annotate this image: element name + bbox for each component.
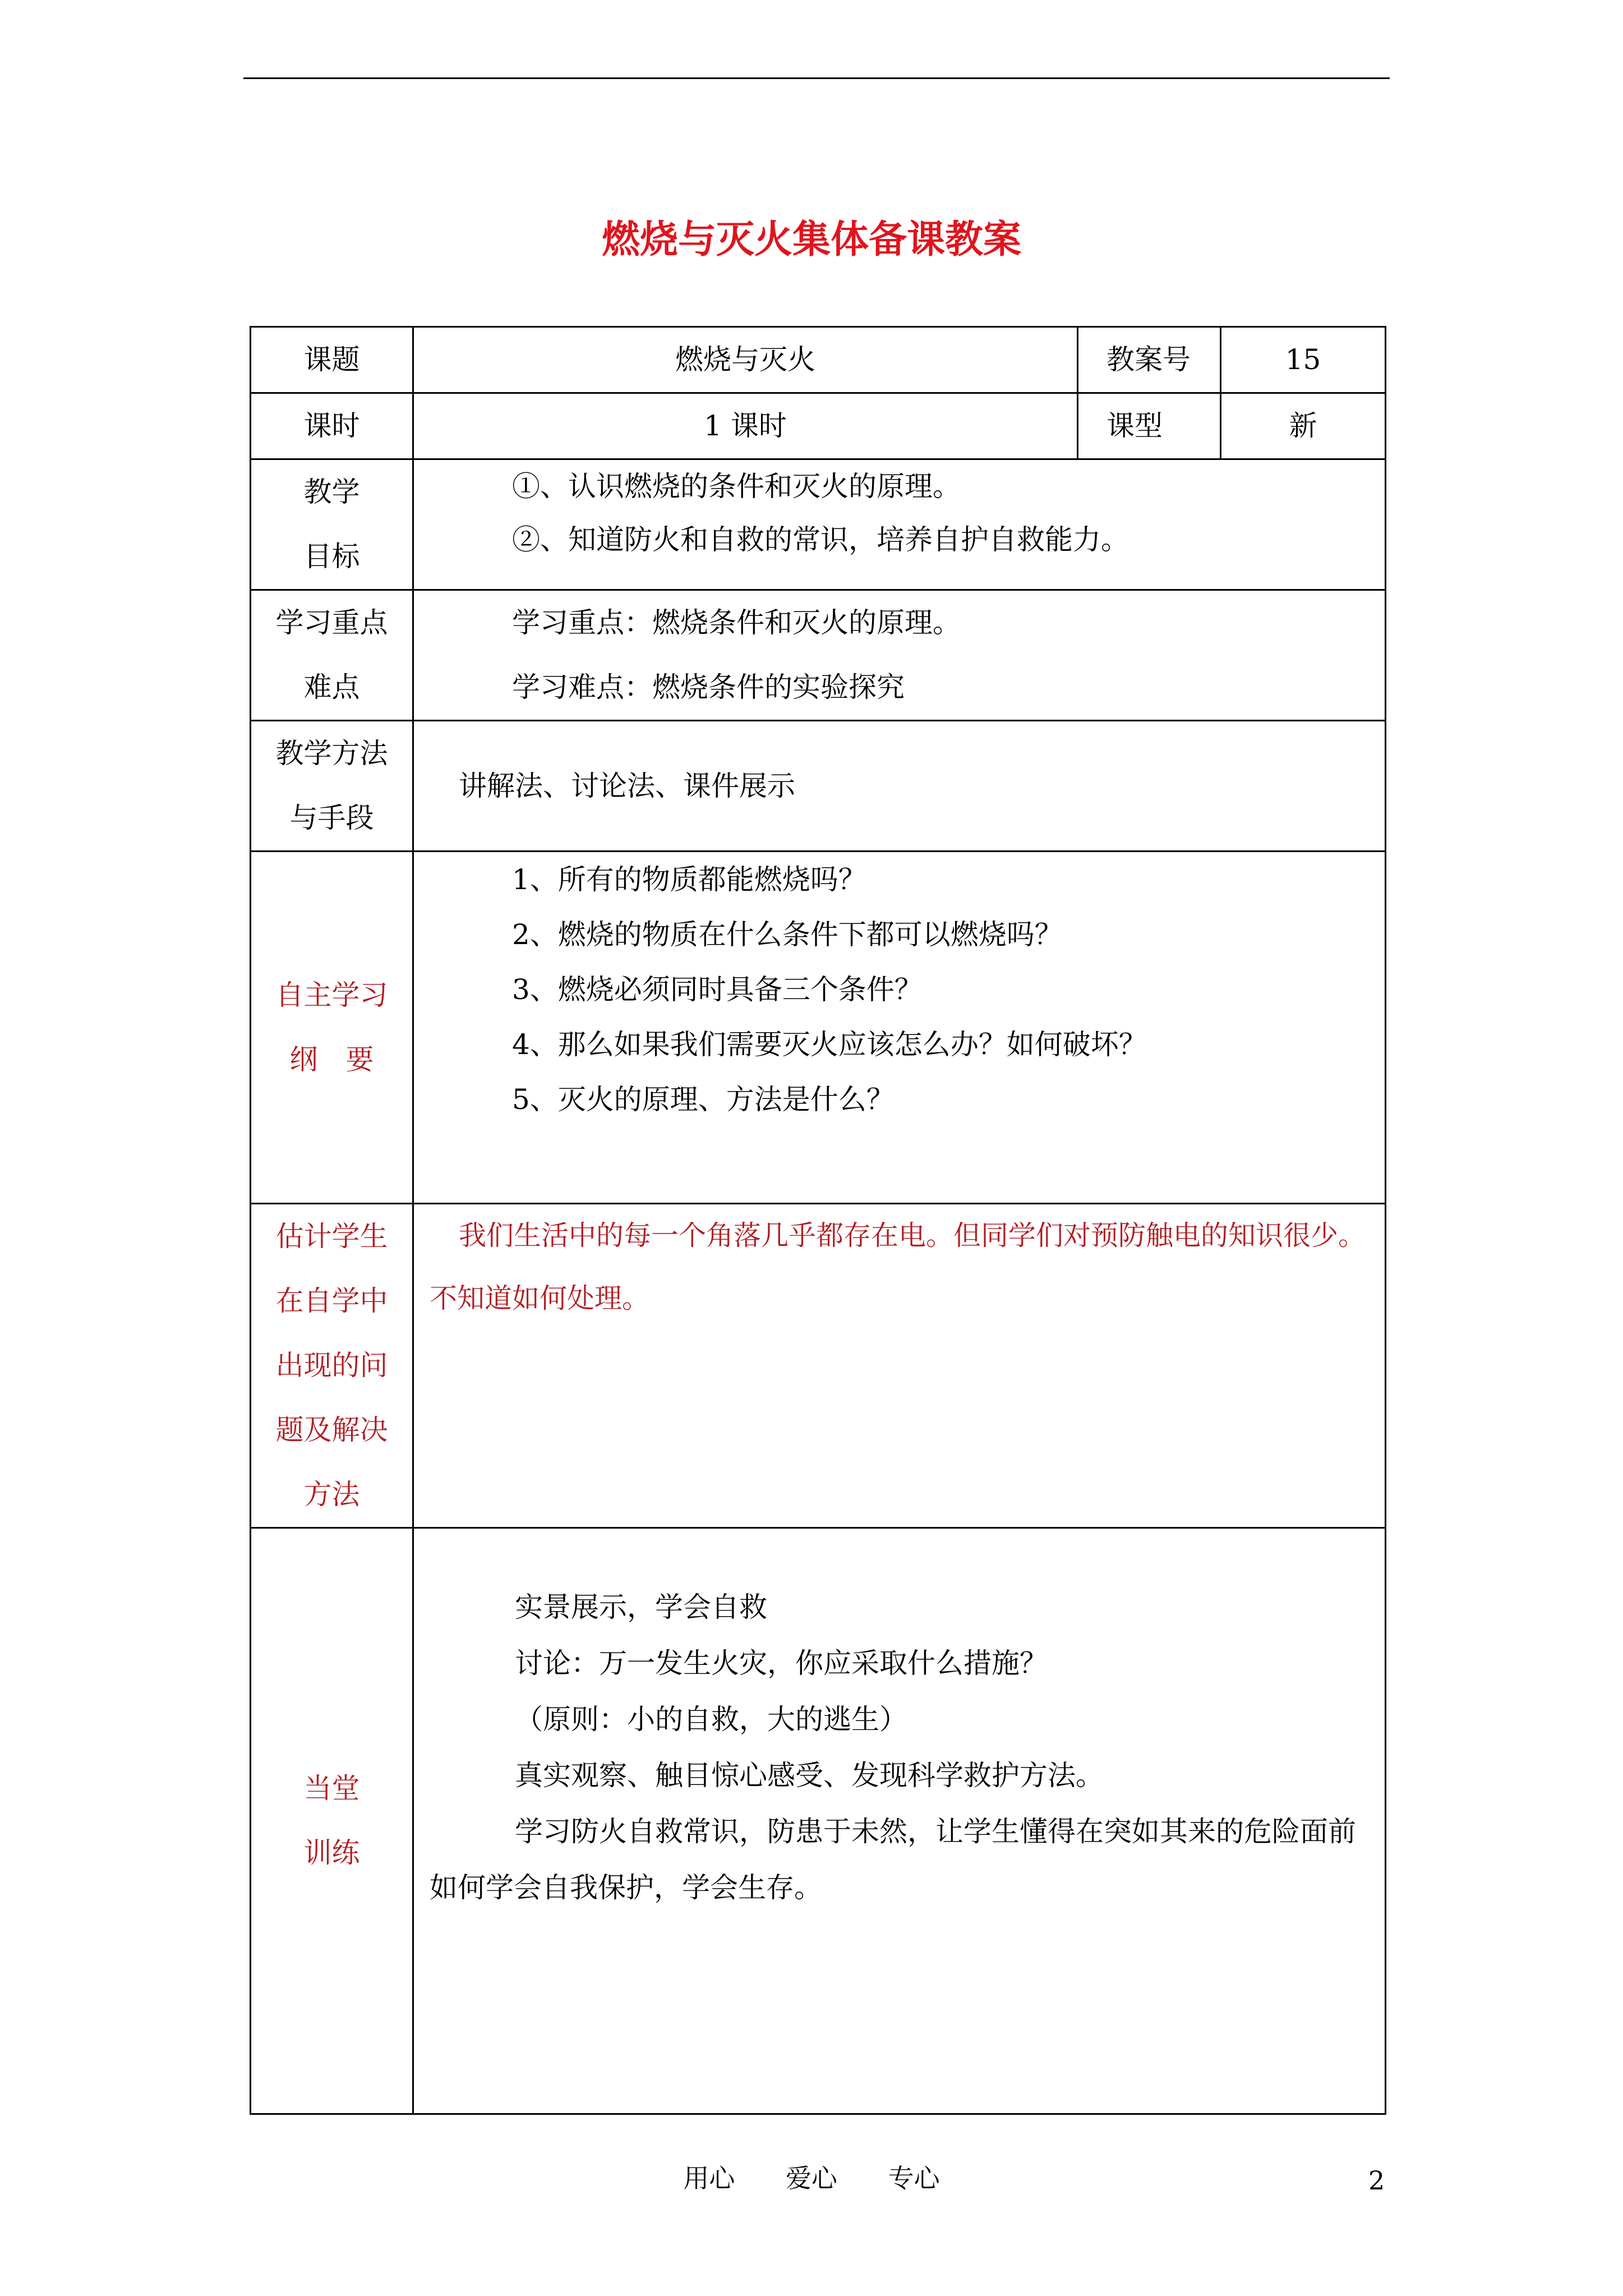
list-item: 学习难点：燃烧条件的实验探究 <box>512 671 905 703</box>
training-content: 实景展示，学会自救 讨论：万一发生火灾，你应采取什么措施？ （原则：小的自救，大的逃生） 真实观察、触目惊心感受、发现科学救护方法。 学习防火自救常识，防患于未然，让学生懂得在突如其来的危险面前 如何学会自我保护，学会生存。 <box>413 1528 1386 2114</box>
label-topic: 课题 <box>251 327 413 393</box>
list-item: 5、灭火的原理、方法是什么？ <box>512 1083 895 1116</box>
label-methods: 教学方法 与手段 <box>251 721 413 852</box>
list-item: 2、燃烧的物质在什么条件下都可以燃烧吗？ <box>512 918 1063 951</box>
list-item: ①、认识燃烧的条件和灭火的原理。 <box>512 470 961 503</box>
self-study-content <box>413 852 1386 1204</box>
page-title: 燃烧与灭火集体备课教案 <box>601 218 1021 262</box>
table-row <box>251 393 1386 459</box>
table-row <box>251 852 1386 1204</box>
value-period: 1 课时 <box>413 393 1078 459</box>
value-lesson-type: 新 <box>1221 393 1386 459</box>
label-self-study: 自主学习 纲 要 <box>251 852 413 1204</box>
list-item: 学习重点：燃烧条件和灭火的原理。 <box>512 606 961 639</box>
footer-motto: 用心 爱心 专心 <box>683 2163 940 2193</box>
label-training: 当堂 训练 <box>251 1528 413 2114</box>
header-rule <box>243 77 1390 79</box>
key-points-content <box>413 590 1386 721</box>
label-lesson-type: 课型 <box>1078 393 1221 459</box>
table-row <box>251 721 1386 852</box>
table-row <box>251 1204 1386 1528</box>
list-item: 3、燃烧必须同时具备三个条件？ <box>512 973 923 1006</box>
value-plan-number: 15 <box>1221 327 1386 393</box>
list-item: 4、那么如果我们需要灭火应该怎么办？如何破坏？ <box>512 1028 1147 1061</box>
value-topic: 燃烧与灭火 <box>413 327 1078 393</box>
table-row <box>251 1528 1386 2114</box>
label-key-points: 学习重点 难点 <box>251 590 413 721</box>
table-row <box>251 590 1386 721</box>
table-row <box>251 327 1386 393</box>
label-period: 课时 <box>251 393 413 459</box>
label-goals: 教学 目标 <box>251 459 413 590</box>
table-row <box>251 459 1386 590</box>
page-number: 2 <box>1368 2165 1385 2196</box>
label-plan-number: 教案号 <box>1078 327 1221 393</box>
lesson-plan-table <box>250 326 1386 2115</box>
goals-content <box>413 459 1386 590</box>
methods-content: 讲解法、讨论法、课件展示 <box>413 721 1386 852</box>
estimate-content: 我们生活中的每一个角落几乎都存在电。但同学们对预防触电的知识很少。 不知道如何处理。 <box>413 1204 1386 1528</box>
list-item: ②、知道防火和自救的常识，培养自护自救能力。 <box>512 523 1129 556</box>
list-item: 1、所有的物质都能燃烧吗？ <box>512 863 866 896</box>
label-estimate: 估计学生 在自学中 出现的问 题及解决 方法 <box>251 1204 413 1528</box>
